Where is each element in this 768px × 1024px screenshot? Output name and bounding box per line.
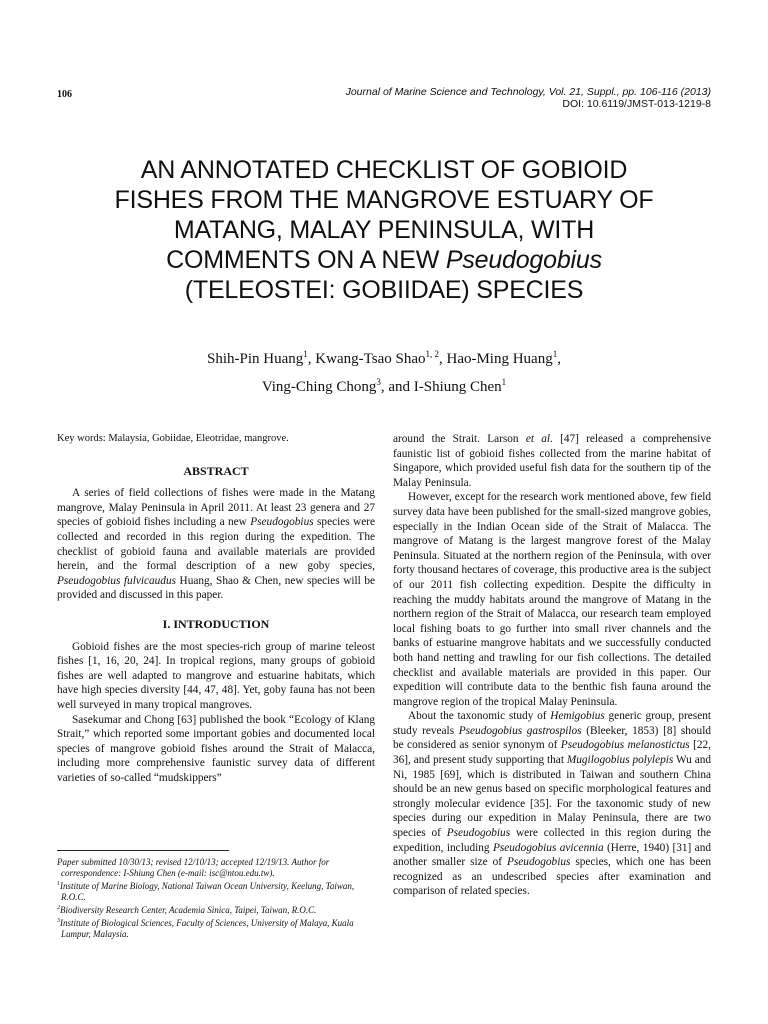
journal-header	[346, 86, 711, 110]
right-column	[393, 432, 711, 899]
author-name: , and I-Shiung Chen	[380, 379, 502, 395]
text-part: generic group, present study reveals	[393, 710, 711, 737]
text-part: (Bleeker, 1853) [8] should be considered as senior synonym of	[393, 724, 711, 752]
title-line-2: FISHES FROM THE MANGROVE ESTUARY OF	[114, 186, 654, 214]
italic-text: et al	[525, 433, 550, 445]
abstract-text-part: A series of field collections of fishes were made in the Matang mangrove, Malay Peninsula in April 2011. At least 23 genera and 27 species of gobioid fishes including a new	[57, 487, 375, 529]
species-name: Pseudogobius	[446, 827, 511, 840]
affiliation-text: Institute of Biological Sciences, Faculty of Sciences, University of Malaya, Kuala Lumpur, Malaysia.	[60, 918, 354, 939]
intro-paragraph-2: Sasekumar and Chong [63] published the book “Ecology of Klang Strait,” which reported some important gobies and documented local species of mangrove gobioid fishes around the Strait of Malacca, including more comprehensive faunistic survey data of different varieties of so-called “mudskippers”	[57, 713, 375, 784]
paper-title	[40, 155, 728, 305]
abstract-text	[57, 486, 375, 603]
introduction-heading: I. INTRODUCTION	[162, 616, 270, 631]
author-name: Ving-Ching Chong	[261, 379, 377, 395]
affiliation-text: Biodiversity Research Center, Academia Sinica, Taipei, Taiwan, R.O.C.	[60, 905, 317, 915]
author-name: , Hao-Ming Huang	[438, 351, 553, 367]
intro-paragraph-1: Gobioid fishes are the most species-rich group of marine teleost fishes [1, 16, 20, 24]. In tropical regions, many groups of gobioid fishes are well adapted to mangrove and estuarine habitats, which have high species diversity [44, 47, 48]. Yet, goby fauna has not been well surveyed in many tropical mangroves.	[57, 640, 375, 711]
affiliation-2	[57, 905, 375, 916]
text-part: Wu and Ni, 1985 [69], which is distributed in Taiwan and southern China should be an new genus based on specific morphological features and strongly molecular evidence [35]. For the taxonomic study of new species during our expedition in Malay Peninsula, there are two species of	[393, 754, 712, 840]
title-line-5: (TELEOSTEI: GOBIIDAE) SPECIES	[184, 276, 584, 304]
species-name: Mugilogobius polylepis	[566, 754, 674, 767]
affiliation-text: Institute of Marine Biology, National Taiwan Ocean University, Keelung, Taiwan, R.O.C.	[60, 881, 355, 902]
author-list	[60, 345, 708, 401]
species-name: Pseudogobius fulvicaudus	[57, 574, 177, 587]
affiliation-mark: 1	[57, 881, 60, 887]
text-part: species, which one has been recognized as an undescribed species after examination and comparison of related species.	[393, 856, 711, 898]
right-paragraph-0	[393, 432, 711, 490]
title-line-4-text: COMMENTS ON A NEW	[166, 246, 446, 274]
author-line-2	[60, 373, 708, 401]
title-line-1: AN ANNOTATED CHECKLIST OF GOBIOID	[140, 156, 628, 184]
affiliation-mark: 2	[57, 905, 60, 911]
text-part: were collected in this region during the expedition, including	[393, 827, 711, 854]
title-line-4	[40, 245, 728, 275]
text-part: . [47] released a comprehensive faunistic list of gobioid fishes collected from the marine habitat of Singapore, which provided useful fish data for the southern tip of the Malay Peninsula.	[393, 433, 712, 489]
keywords: Key words: Malaysia, Gobiidae, Eleotridae, mangrove.	[57, 433, 289, 444]
footnote-rule	[57, 850, 229, 851]
abstract-text-part: species were collected and recorded in this region during the expedition. The checklist of gobioid fauna and available materials are provided herein, and the formal description of a new goby species,	[57, 516, 375, 573]
text-part: About the taxonomic study of	[408, 710, 551, 723]
doi: DOI: 10.6119/JMST-013-1219-8	[562, 98, 711, 110]
author-line-1	[60, 345, 708, 373]
author-name: Shih-Pin Huang	[207, 351, 304, 367]
affiliation-mark: 1	[303, 349, 308, 359]
journal-citation: Journal of Marine Science and Technology, Vol. 21, Suppl., pp. 106-116 (2013)	[345, 86, 711, 98]
affiliation-mark: 1	[501, 377, 507, 387]
text-part: [22, 36], and present study supporting that	[393, 739, 711, 767]
affiliation-1	[57, 881, 375, 903]
species-name: Pseudogobius melanostictus	[560, 739, 690, 752]
right-paragraph-1: However, except for the research work mentioned above, few field survey data have been published for the small-sized mangrove gobies, especially in the Indian Ocean side of the Strait of Malacca. The mangrove of Matang is the largest mangrove forest of the Malay Peninsula. Situated at the northern region of the Peninsula, with over forty thousand hectares of coverage, this productive area is the subject of our 2011 fish collecting expedition. Despite the difficulty in reaching the muddy habitats around the mangrove of Matang in the northern region of the Strait of Malacca, our research team employed local fishing boats to go further into small river channels and the banks of estuarine mangrove habitats and we successfully conducted both hand netting and trawling for our fish collections. The detailed checklist and available materials are provided in this paper. Our expedition will contribute data to the benthic fish fauna around the mangrove region of the tropical Malay Peninsula.	[393, 491, 711, 708]
author-name: , Kwang-Tsao Shao	[307, 351, 426, 367]
affiliation-mark: 1, 2	[425, 349, 439, 359]
text-part: (Herre, 1940) [31] and another smaller size of	[393, 841, 711, 869]
species-name: Pseudogobius	[507, 856, 571, 869]
right-paragraph-2	[393, 709, 711, 899]
affiliation-mark: 1	[552, 349, 558, 359]
text-part: around the Strait. Larson	[393, 433, 526, 445]
submission-note: Paper submitted 10/30/13; revised 12/10/13; accepted 12/19/13. Author for correspondence: I-Shiung Chen (e-mail: isc@ntou.edu.tw).	[57, 857, 330, 878]
page-number: 106	[57, 89, 72, 100]
affiliation-3	[57, 918, 375, 940]
title-line-3: MATANG, MALAY PENINSULA, WITH	[173, 216, 595, 244]
affiliation-mark: 3	[57, 918, 60, 924]
author-separator: ,	[557, 351, 561, 367]
species-name: Hemigobius	[550, 710, 605, 723]
abstract-text-part: Huang, Shao & Chen, new species will be provided and discussed in this paper.	[57, 574, 375, 602]
abstract-heading: ABSTRACT	[183, 463, 249, 478]
affiliation-mark: 3	[376, 377, 381, 387]
species-name: Pseudogobius gastrospilos	[458, 724, 582, 737]
left-column	[57, 432, 375, 785]
species-name: Pseudogobius	[250, 516, 314, 529]
species-name: Pseudogobius avicennia	[492, 841, 604, 854]
title-genus: Pseudogobius	[445, 246, 602, 274]
footnotes	[57, 850, 375, 942]
